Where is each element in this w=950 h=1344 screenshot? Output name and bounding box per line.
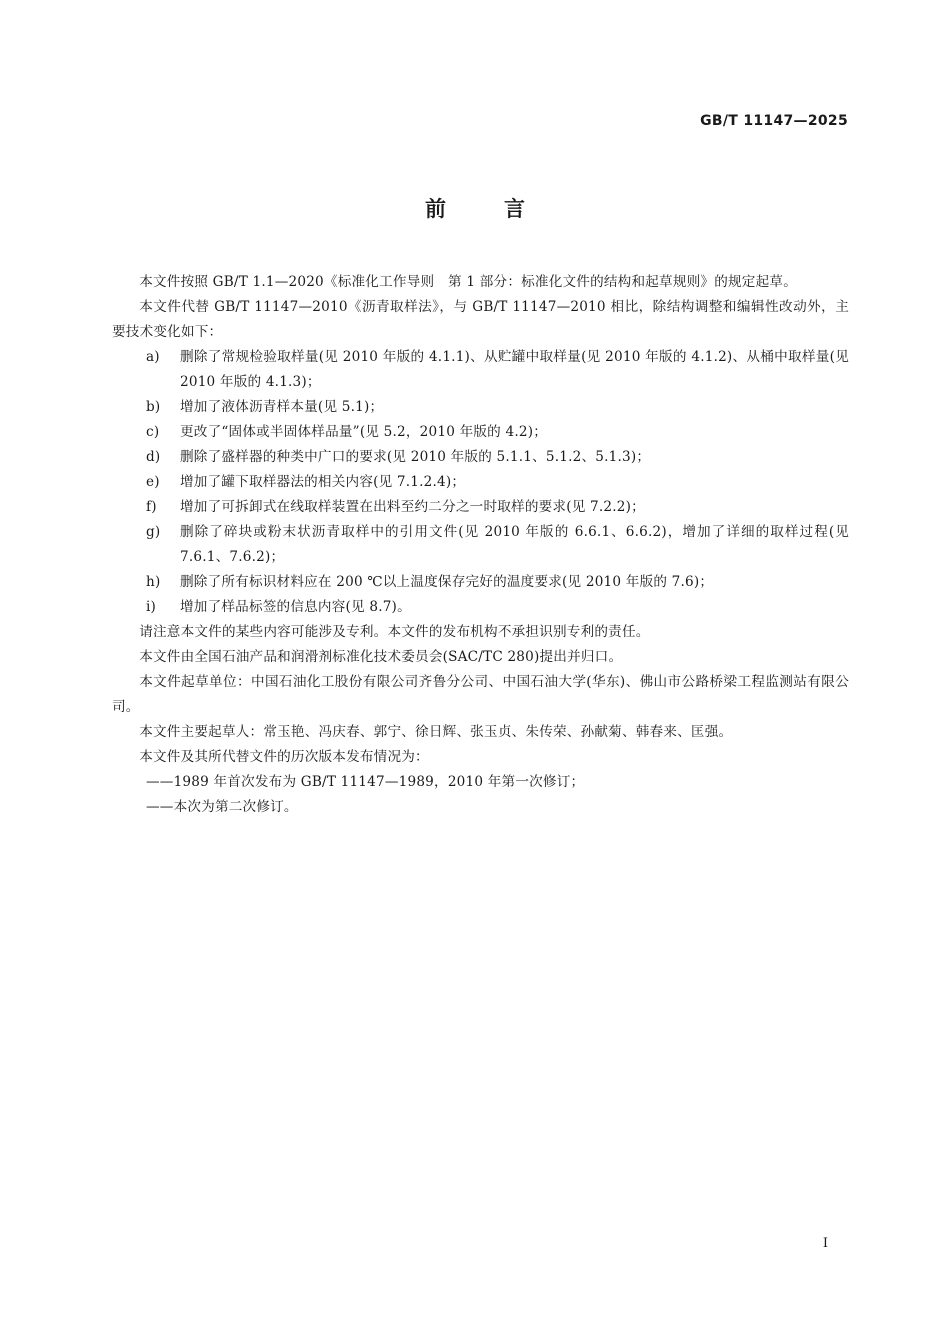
list-item	[112, 570, 849, 595]
list-item-text: 增加了样品标签的信息内容(见 8.7)。	[180, 599, 411, 615]
list-item	[112, 420, 849, 445]
version-history-intro: 本文件及其所代替文件的历次版本发布情况为：	[139, 749, 429, 765]
list-item-text: 增加了液体沥青样本量(见 5.1)；	[180, 399, 384, 415]
list-item-text: 删除了所有标识材料应在 200 ℃以上温度保存完好的温度要求(见 2010 年版的 7.6)；	[180, 574, 714, 590]
list-item-text: 删除了盛样器的种类中广口的要求(见 2010 年版的 5.1.1、5.1.2、5.1.3)；	[180, 449, 651, 465]
page-number: I	[822, 1236, 828, 1251]
list-item-text: 删除了常规检验取样量(见 2010 年版的 4.1.1)、从贮罐中取样量(见 2010 年版的 4.1.2)、从桶中取样量(见 2010 年版的 4.1.3)；	[180, 349, 849, 390]
technical-changes-list	[112, 345, 849, 620]
version-history-item: ——1989 年首次发布为 GB/T 11147—1989，2010 年第一次修订；	[146, 774, 585, 790]
drafters: 本文件主要起草人：常玉艳、冯庆春、郭宁、徐日辉、张玉贞、朱传荣、孙献菊、韩春来、匡强。	[139, 724, 733, 740]
list-item	[112, 395, 849, 420]
list-marker: a)	[146, 349, 160, 365]
list-item	[112, 595, 849, 620]
list-marker: i)	[146, 599, 157, 615]
list-marker: f)	[146, 499, 157, 515]
list-item	[112, 470, 849, 495]
committee-statement: 本文件由全国石油产品和润滑剂标准化技术委员会(SAC/TC 280)提出并归口。	[139, 649, 623, 665]
list-item-text: 增加了罐下取样器法的相关内容(见 7.1.2.4)；	[180, 474, 466, 490]
list-marker: b)	[146, 399, 161, 415]
paragraph: 本文件代替 GB/T 11147—2010《沥青取样法》，与 GB/T 11147—2010 相比，除结构调整和编辑性改动外，主要技术变化如下：	[112, 299, 849, 340]
patent-notice: 请注意本文件的某些内容可能涉及专利。本文件的发布机构不承担识别专利的责任。	[139, 624, 650, 640]
list-item	[112, 520, 849, 570]
list-item-text: 更改了“固体或半固体样品量”(见 5.2，2010 年版的 4.2)；	[180, 424, 547, 440]
page-title: 前言	[425, 197, 583, 221]
list-marker: g)	[146, 524, 161, 540]
paragraph: 本文件按照 GB/T 1.1—2020《标准化工作导则 第 1 部分：标准化文件的结构和起草规则》的规定起草。	[139, 274, 797, 290]
list-item	[112, 495, 849, 520]
list-marker: c)	[146, 424, 160, 440]
foreword-body	[112, 270, 849, 820]
list-marker: e)	[146, 474, 160, 490]
list-item	[112, 445, 849, 470]
list-marker: h)	[146, 574, 161, 590]
list-marker: d)	[146, 449, 161, 465]
list-item-text: 删除了碎块或粉末状沥青取样中的引用文件(见 2010 年版的 6.6.1、6.6.2)，增加了详细的取样过程(见 7.6.1、7.6.2)；	[180, 524, 849, 565]
version-history-item: ——本次为第二次修订。	[146, 799, 298, 815]
list-item-text: 增加了可拆卸式在线取样装置在出料至约二分之一时取样的要求(见 7.2.2)；	[180, 499, 645, 515]
drafting-units: 本文件起草单位：中国石油化工股份有限公司齐鲁分公司、中国石油大学(华东)、佛山市公路桥梁工程监测站有限公司。	[112, 674, 849, 715]
list-item	[112, 345, 849, 395]
document-number: GB/T 11147—2025	[700, 113, 848, 129]
